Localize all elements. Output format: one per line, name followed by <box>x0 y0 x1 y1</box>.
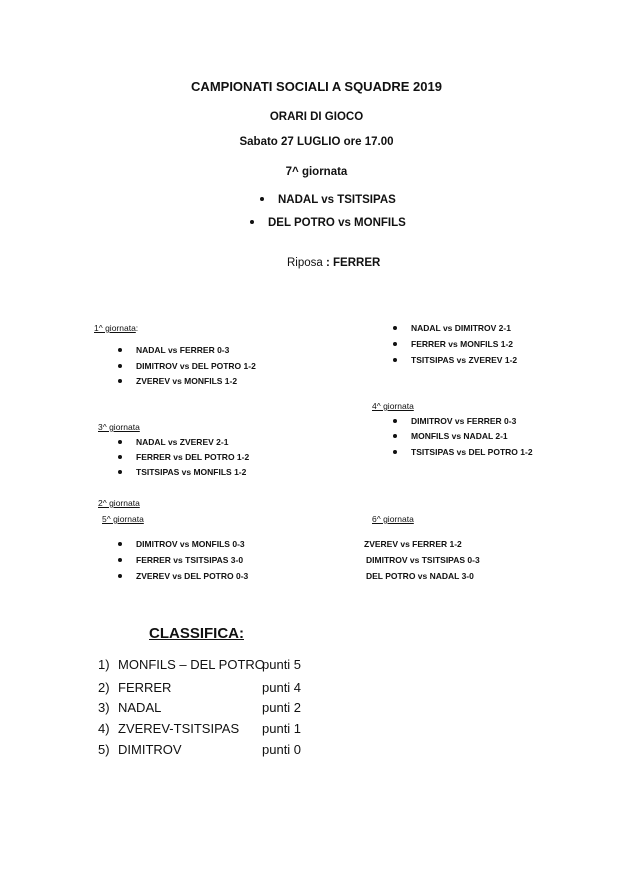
list-item: FERRER vs TSITSIPAS 3-0 <box>118 555 243 565</box>
list-item: FERRER vs DEL POTRO 1-2 <box>118 452 249 462</box>
round-label: 4^ giornata <box>372 401 414 411</box>
standings-title: CLASSIFICA: <box>149 625 244 642</box>
list-item: TSITSIPAS vs DEL POTRO 1-2 <box>393 447 533 457</box>
standings-row: 1) MONFILS – DEL POTROpunti 5 <box>98 657 302 672</box>
list-item: NADAL vs DIMITROV 2-1 <box>393 323 511 333</box>
bullet-icon <box>393 358 397 362</box>
list-item: FERRER vs MONFILS 1-2 <box>393 339 513 349</box>
bullet-icon <box>118 379 122 383</box>
bullet-icon <box>118 364 122 368</box>
list-item: NADAL vs ZVEREV 2-1 <box>118 437 228 447</box>
bullet-icon <box>393 326 397 330</box>
standings-row: 3) NADAL punti 2 <box>98 700 302 715</box>
bullet-icon <box>118 440 122 444</box>
round-label: 5^ giornata <box>102 514 144 524</box>
list-item: ZVEREV vs DEL POTRO 0-3 <box>118 571 248 581</box>
list-item: DIMITROV vs TSITSIPAS 0-3 <box>366 555 480 565</box>
bullet-icon <box>118 470 122 474</box>
bullet-icon <box>118 542 122 546</box>
bullet-icon <box>118 574 122 578</box>
round-heading: 7^ giornata <box>285 166 348 178</box>
bullet-icon <box>260 197 264 201</box>
list-item: ZVEREV vs FERRER 1-2 <box>364 539 462 549</box>
list-item: TSITSIPAS vs MONFILS 1-2 <box>118 467 246 477</box>
list-item: TSITSIPAS vs ZVEREV 1-2 <box>393 355 517 365</box>
list-item: MONFILS vs NADAL 2-1 <box>393 431 508 441</box>
list-item: DIMITROV vs FERRER 0-3 <box>393 416 516 426</box>
list-item: DIMITROV vs DEL POTRO 1-2 <box>118 361 256 371</box>
bullet-icon <box>393 342 397 346</box>
standings-row: 4) ZVEREV-TSITSIPAS punti 1 <box>98 721 302 736</box>
bullet-icon <box>118 558 122 562</box>
standings-row: 2) FERRER punti 4 <box>98 680 302 695</box>
list-item: NADAL vs FERRER 0-3 <box>118 345 229 355</box>
list-item: DEL POTRO vs NADAL 3-0 <box>366 571 474 581</box>
round-label: 3^ giornata <box>98 422 140 432</box>
bullet-icon <box>118 348 122 352</box>
round-label: 6^ giornata <box>372 514 414 524</box>
round-label: 1^ giornata: <box>94 323 139 333</box>
list-item: NADAL vs TSITSIPAS <box>260 194 396 206</box>
rest-line: Riposa : FERRER <box>287 257 381 269</box>
bullet-icon <box>250 220 254 224</box>
subtitle: ORARI DI GIOCO <box>269 111 364 123</box>
list-item: ZVEREV vs MONFILS 1-2 <box>118 376 237 386</box>
list-item: DEL POTRO vs MONFILS <box>250 217 406 229</box>
date-time: Sabato 27 LUGLIO ore 17.00 <box>239 136 394 148</box>
round-label: 2^ giornata <box>98 498 140 508</box>
bullet-icon <box>118 455 122 459</box>
list-item: DIMITROV vs MONFILS 0-3 <box>118 539 245 549</box>
bullet-icon <box>393 419 397 423</box>
standings-row: 5) DIMITROV punti 0 <box>98 742 302 757</box>
bullet-icon <box>393 434 397 438</box>
document-title: CAMPIONATI SOCIALI A SQUADRE 2019 <box>191 79 442 94</box>
bullet-icon <box>393 450 397 454</box>
